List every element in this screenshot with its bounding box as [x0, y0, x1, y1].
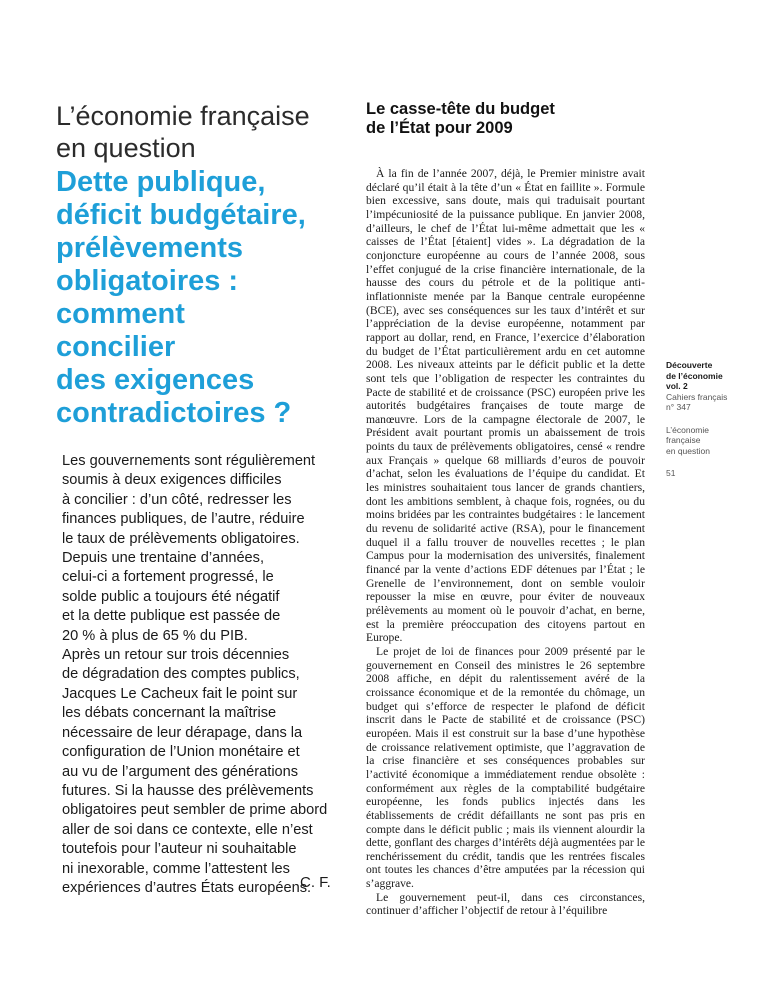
intro-line: les débats concernant la maîtrise	[62, 705, 277, 722]
series-title	[56, 100, 341, 164]
intro-line: futures. Si la hausse des prélèvements	[62, 782, 314, 799]
intro-line: au vu de l’argument des générations	[62, 763, 299, 780]
series-label: en question	[666, 445, 710, 456]
series-info	[666, 425, 752, 457]
article-paragraph: Le gouvernement peut-il, dans ces circonstances, continuer d’afficher l’objectif de retour à l’équilibre	[366, 890, 645, 918]
intro-line: le taux de prélèvements obligatoires.	[62, 530, 300, 547]
intro-line: Jacques Le Cacheux fait le point sur	[62, 685, 298, 702]
series-label: française	[666, 435, 701, 445]
intro-line: configuration de l’Union monétaire et	[62, 744, 300, 761]
series-label: L’économie	[666, 424, 710, 435]
headline-line: concilier	[56, 331, 176, 363]
intro-line: à concilier : d’un côté, redresser les	[62, 491, 292, 508]
article-title-line: de l’État pour 2009	[366, 119, 513, 137]
issue-number: n° 347	[666, 402, 691, 412]
publication-name: Cahiers français	[666, 391, 728, 402]
article-paragraph: À la fin de l’année 2007, déjà, le Premier ministre avait déclaré qu’il était à la tête d’un « État en faillite ». Formule bien excessive, sans doute, mais qui traduisait pourtant l’impécuniosité de la puissance publique. En janvier 2008, d’ailleurs, le chef de l’État lui-même admettait que les « caisses de l’État [étaient] vides ». La dégradation de la conjoncture européenne au cours de l’année 2008, sous l’effet conjugué de la crise financière internationale, de la hausse des cours du pétrole et de la politique anti-inflationniste menée par la Banque centrale européenne (BCE), avec ses conséquences sur les taux d’intérêt et sur l’appréciation de la devise européenne, notamment par rapport au dollar, rend, en France, l’exercice d’élaboration du budget de l’État particulièrement ardu en cet automne 2008. Les niveaux atteints par le déficit public et la dette sont tels que l’obligation de respecter les contraintes du Pacte de stabilité et de croissance (PSC) européen prive les autorités budgétaires françaises de toute marge de manœuvre. Lors de la campagne électorale de 2007, le Président avait pourtant promis un abaissement de trois points du taux de prélèvements obligatoires, censé « rendre aux Français » quelque 68 milliards d’euros de pouvoir d’achat, selon les évaluations de l’équipe du candidat. Et les ministres souhaitaient tous lancer de grands chantiers, dont les ambitions semblent, à chaque fois, rognées, ou du moins bridées par les contraintes budgétaires : le lancement du revenu de solidarité active (RSA), pour le financement duquel il a fallu trouver de nouvelles recettes ; le plan Campus pour la modernisation des universités, finalement financé par la vente d’actions EDF détenues par l’État ; le Grenelle de l’environnement, dont on semble vouloir repousser la mise en œuvre, pour éviter de nouveaux prélèvements au moment où le pouvoir d’achat, en berne, est la première préoccupation des citoyens partout en Europe.	[366, 167, 645, 645]
intro-line: Après un retour sur trois décennies	[62, 647, 290, 664]
volume-label: vol. 2	[666, 381, 688, 391]
series-title-line: en question	[56, 133, 196, 163]
intro-line: ni inexorable, comme l’attestent les	[62, 860, 290, 877]
intro-line: celui-ci a fortement progressé, le	[62, 569, 274, 586]
dossier-headline	[56, 166, 341, 430]
headline-line: contradictoires ?	[56, 397, 292, 429]
intro-line: solde public a toujours été négatif	[62, 588, 280, 605]
headline-line: des exigences	[56, 364, 255, 396]
article-title-line: Le casse-tête du budget	[366, 100, 555, 118]
article-paragraph: Le projet de loi de finances pour 2009 présenté par le gouvernement en Conseil des ministres le 26 septembre 2008 affiche, en dépit du ralentissement avéré de la croissance économique et de la remontée du chômage, un budget qui s’efforce de respecter le plafond de déficit inscrit dans le Pacte de stabilité et de croissance (PSC) européen. Mais il est construit sur la base d’une hypothèse de croissance relativement optimiste, que l’aggravation de la crise financière et ses conséquences probables sur l’activité économique a immédiatement rendue obsolète : conformément aux règles de la comptabilité budgétaire européenne, les fonds publics injectés dans les établissements de crédit défaillants ne sont pas pris en compte dans le déficit public ; mais ils viennent alourdir la dette, gonflant des charges d’intérêts déjà augmentées par le renchérissement du crédit, tandis que les rentrées fiscales ont toutes les chances d’être amputées par la récession qui s’aggrave.	[366, 644, 645, 891]
intro-line: Les gouvernements sont régulièrement	[62, 453, 316, 469]
intro-line: nécessaire de leur dérapage, dans la	[62, 724, 303, 741]
publication-info	[666, 360, 752, 413]
article-header	[366, 100, 645, 138]
intro-line: soumis à deux exigences difficiles	[62, 472, 282, 489]
book-title: de l’économie	[666, 370, 723, 381]
intro-paragraph	[62, 452, 347, 898]
intro-line: toutefois pour l’auteur ni souhaitable	[62, 841, 297, 858]
page-number: 51	[666, 468, 676, 478]
headline-line: comment	[56, 298, 185, 330]
series-title-line: L’économie française	[56, 101, 310, 131]
left-column	[56, 100, 341, 430]
book-title: Découverte	[666, 360, 713, 370]
page-sidebar	[666, 360, 752, 479]
intro-line: 20 % à plus de 65 % du PIB.	[62, 627, 248, 644]
intro-line: finances publiques, de l’autre, réduire	[62, 511, 305, 528]
intro-line: Depuis une trentaine d’années,	[62, 550, 265, 567]
headline-line: Dette publique,	[56, 166, 266, 198]
headline-line: obligatoires :	[56, 265, 239, 297]
intro-line: de dégradation des comptes publics,	[62, 666, 300, 683]
headline-line: prélèvements	[56, 232, 243, 264]
article-body	[366, 167, 645, 918]
headline-line: déficit budgétaire,	[56, 199, 306, 231]
intro-line: expériences d’autres États européens.	[62, 879, 312, 896]
intro-line: et la dette publique est passée de	[62, 608, 281, 625]
intro-line: obligatoires peut sembler de prime abord	[62, 802, 328, 819]
article-title	[366, 100, 645, 138]
author-initials: C. F.	[300, 874, 331, 891]
intro-line: aller de soi dans ce contexte, elle n’est	[62, 821, 313, 838]
